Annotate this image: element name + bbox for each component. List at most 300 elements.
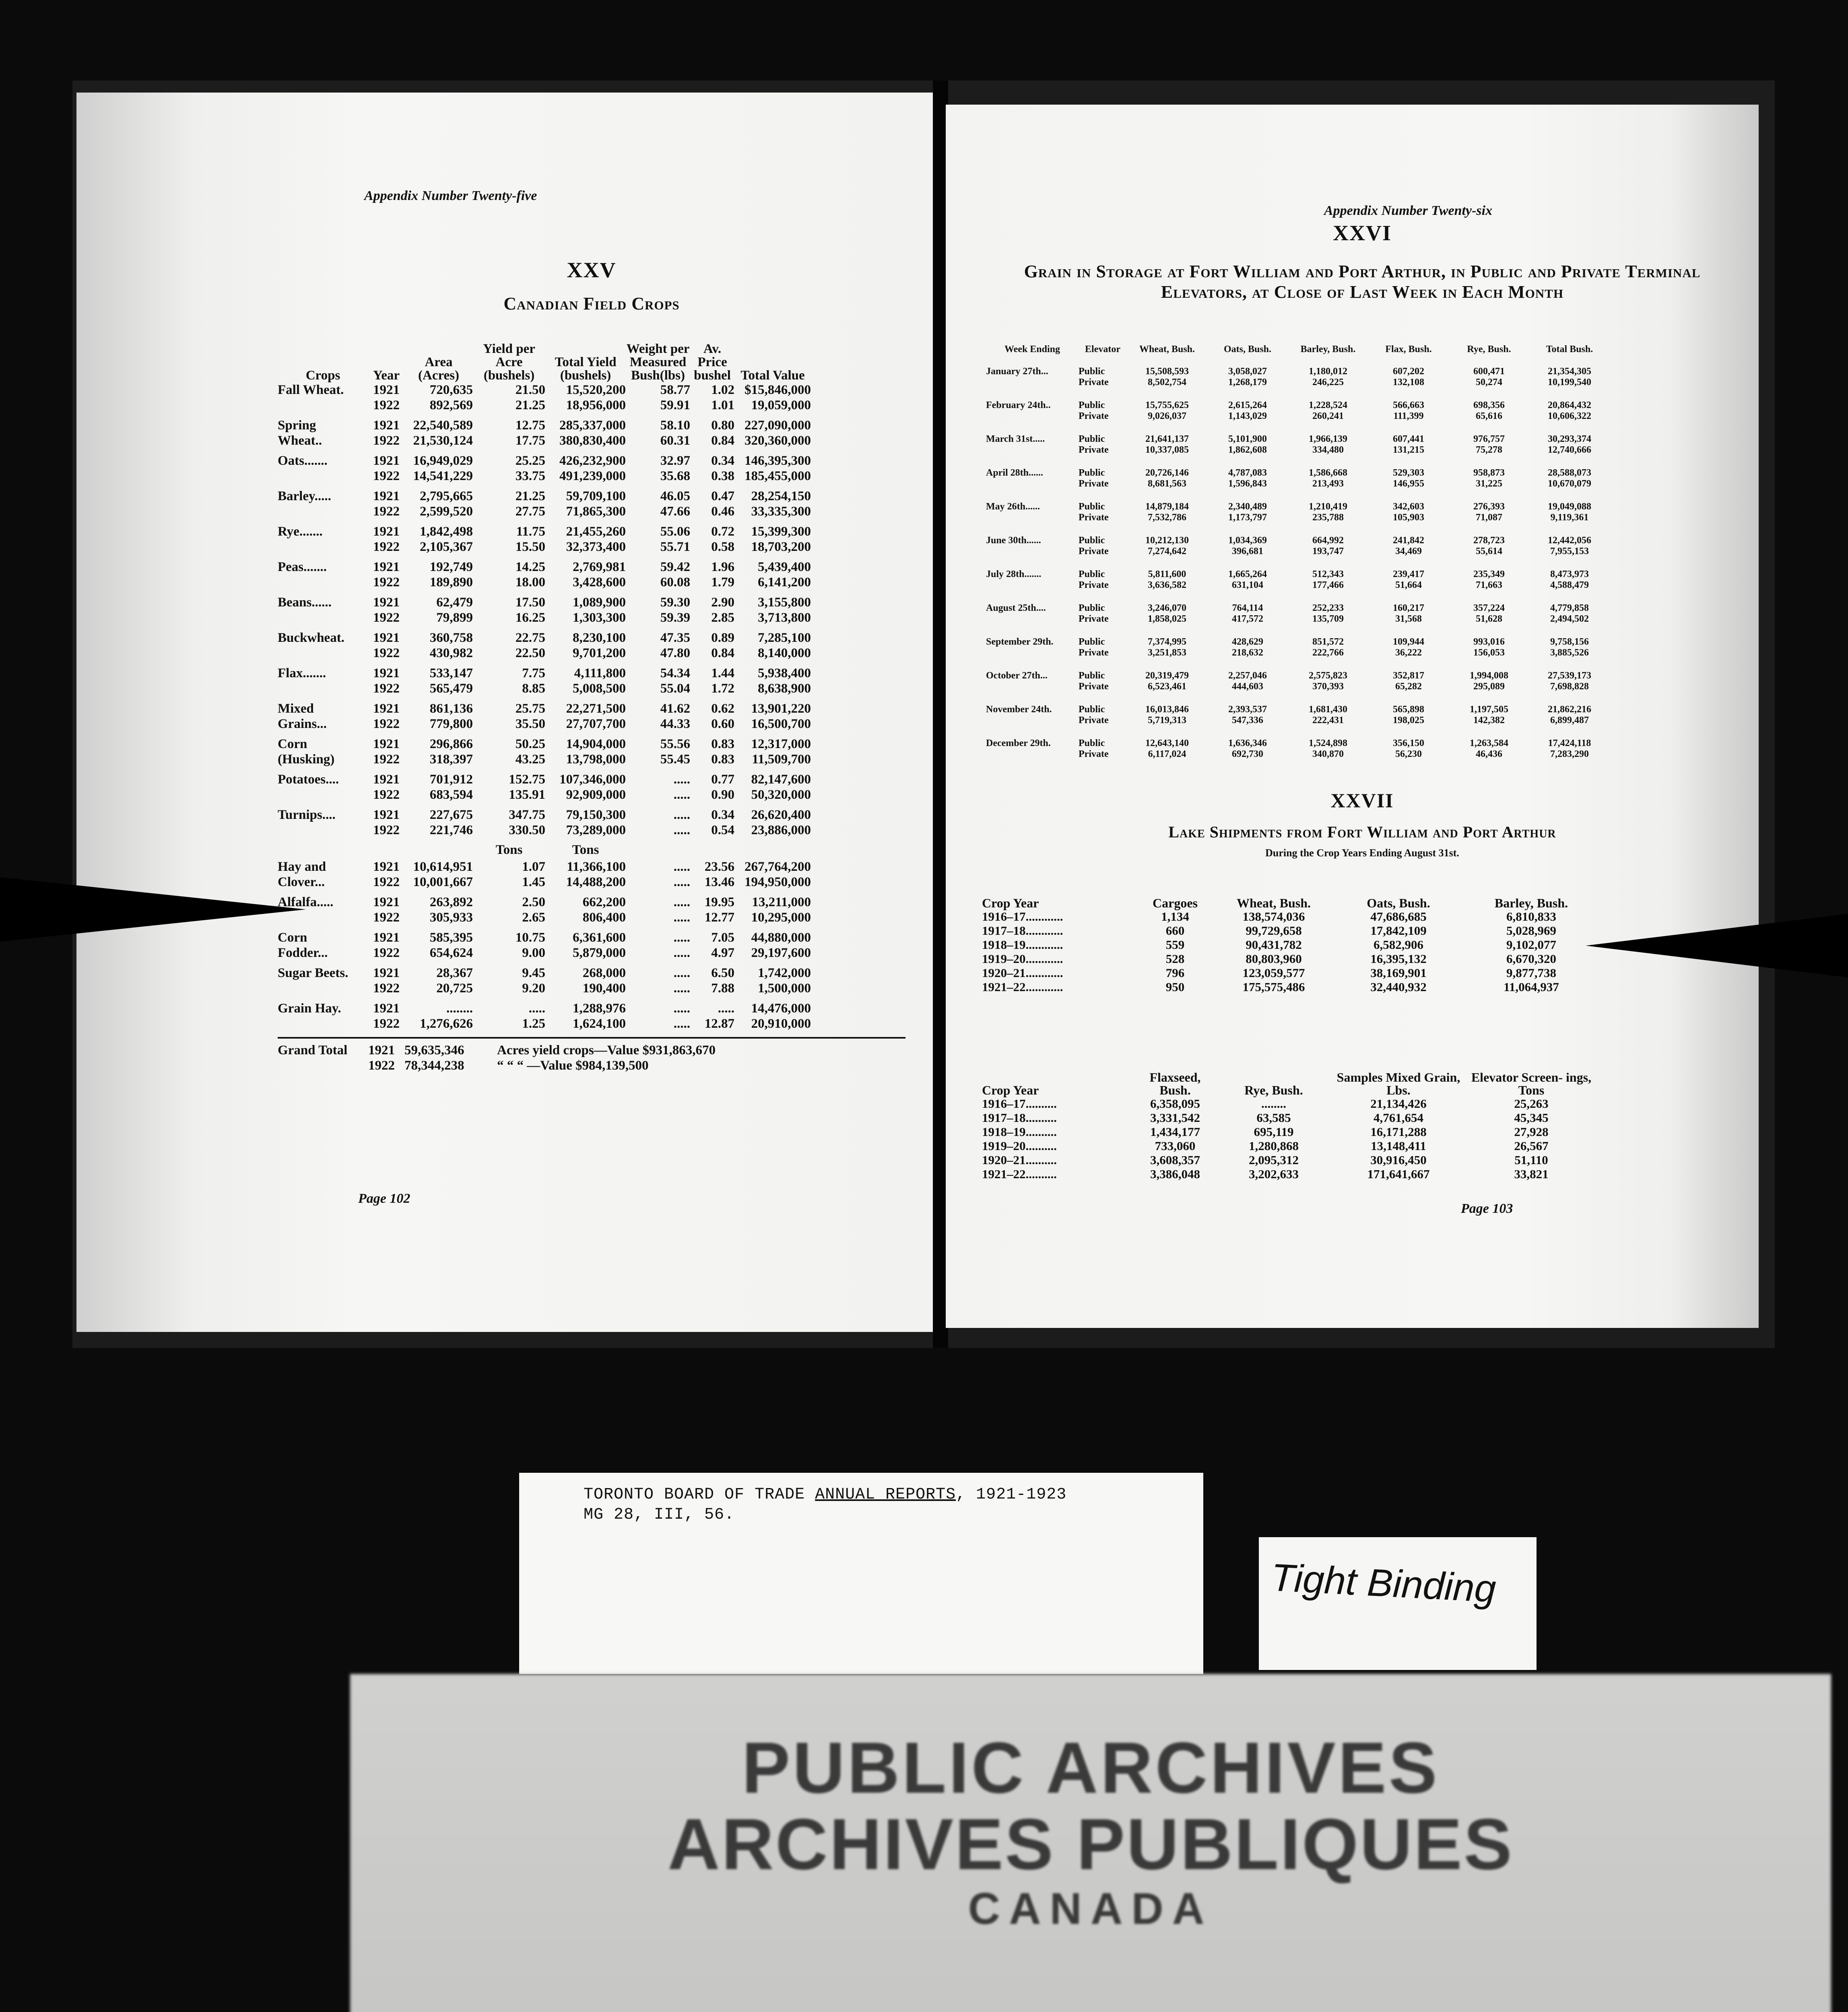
year-value: 1917–18............ bbox=[982, 924, 1063, 938]
weight: 55.06 bbox=[660, 524, 690, 539]
yield-per-acre: 21.50 bbox=[515, 383, 545, 397]
barley-value: 222,431 bbox=[1312, 715, 1344, 726]
right-section2-number: XXVII bbox=[1330, 789, 1394, 812]
rye-value: 958,873 bbox=[1473, 468, 1505, 478]
price: 1.01 bbox=[711, 398, 734, 412]
table-row bbox=[278, 910, 905, 925]
total-value: 19,049,088 bbox=[1548, 501, 1591, 512]
price: 0.77 bbox=[711, 772, 734, 787]
elevator: Public bbox=[1079, 603, 1105, 613]
total-yield: 426,232,900 bbox=[559, 454, 626, 468]
flax-value: 607,441 bbox=[1393, 434, 1424, 444]
col-barley: Barley, Bush. bbox=[1494, 896, 1568, 910]
year-value: 1917–18.......... bbox=[982, 1111, 1057, 1125]
table-row bbox=[278, 575, 905, 590]
crop-year: 1922 bbox=[373, 875, 400, 889]
total-value: 50,320,000 bbox=[751, 787, 811, 802]
price: 1.02 bbox=[711, 383, 734, 397]
area: 360,758 bbox=[429, 631, 473, 645]
week-ending-empty bbox=[986, 512, 1079, 523]
crop-name: Buckwheat. bbox=[278, 631, 344, 645]
flaxseed-value: 733,060 bbox=[1155, 1139, 1196, 1153]
area: 565,479 bbox=[429, 681, 473, 696]
total-value: 33,335,300 bbox=[751, 504, 811, 519]
total-value: 26,620,400 bbox=[751, 808, 811, 822]
col-area: Area (Acres) bbox=[418, 355, 459, 383]
grand-total-label: Grand Total bbox=[278, 1043, 348, 1058]
crop-year: 1922 bbox=[373, 823, 400, 837]
area: 720,635 bbox=[429, 383, 473, 397]
total-value: 185,455,000 bbox=[745, 469, 811, 483]
left-section-title: Canadian Field Crops bbox=[503, 294, 680, 313]
flaxseed-value: 3,331,542 bbox=[1150, 1111, 1200, 1125]
total-yield: 5,008,500 bbox=[573, 681, 626, 696]
weight: ..... bbox=[673, 860, 690, 874]
col-total-value: Total Value bbox=[740, 368, 805, 383]
total-value: 7,283,290 bbox=[1550, 749, 1589, 759]
price: 1.79 bbox=[711, 575, 734, 590]
wheat-value: 7,374,995 bbox=[1148, 637, 1186, 647]
oats-value: 1,143,029 bbox=[1228, 411, 1267, 421]
wheat-value: 175,575,486 bbox=[1242, 980, 1305, 994]
grand-total-year: 1921 bbox=[368, 1043, 395, 1058]
weight: 60.08 bbox=[660, 575, 690, 590]
total-value: 44,880,000 bbox=[751, 930, 811, 945]
rye-value: 65,616 bbox=[1476, 411, 1502, 421]
total-value: 20,864,432 bbox=[1548, 400, 1591, 410]
yield-per-acre: 22.75 bbox=[515, 631, 545, 645]
oats-value: 47,686,685 bbox=[1370, 909, 1427, 924]
flax-value: 51,664 bbox=[1395, 580, 1422, 590]
price: 0.47 bbox=[711, 489, 734, 503]
barley-value: 260,241 bbox=[1312, 411, 1344, 421]
area: 318,397 bbox=[429, 752, 473, 767]
crop-name: Turnips.... bbox=[278, 808, 336, 822]
cargoes-value: 1,134 bbox=[1161, 909, 1189, 924]
total-value: 7,698,828 bbox=[1550, 681, 1589, 692]
wheat-value: 6,117,024 bbox=[1148, 749, 1186, 759]
price: 0.84 bbox=[711, 646, 734, 660]
total-value: 21,862,216 bbox=[1548, 704, 1591, 715]
barley-value: 213,493 bbox=[1312, 478, 1344, 489]
area: 62,479 bbox=[436, 595, 473, 610]
crop-name: Oats....... bbox=[278, 454, 328, 468]
crop-name: Hay and bbox=[278, 860, 326, 874]
total-value: 8,638,900 bbox=[758, 681, 811, 696]
rye-value: 276,393 bbox=[1473, 501, 1505, 512]
table-row bbox=[278, 468, 905, 484]
total-yield: 1,624,100 bbox=[573, 1016, 626, 1031]
oats-value: 631,104 bbox=[1232, 580, 1263, 590]
rye-value: 698,356 bbox=[1473, 400, 1505, 410]
crop-year: 1921 bbox=[373, 418, 400, 433]
crop-year: 1922 bbox=[373, 981, 400, 996]
crop-year: 1921 bbox=[373, 595, 400, 610]
table-row bbox=[982, 1097, 1735, 1111]
barley-value: 334,480 bbox=[1312, 445, 1344, 455]
samples-value: 171,641,667 bbox=[1367, 1167, 1430, 1181]
total-yield: 3,428,600 bbox=[573, 575, 626, 590]
oats-value: 1,268,179 bbox=[1228, 377, 1267, 388]
storage-month-group bbox=[986, 366, 1739, 388]
table-row bbox=[986, 411, 1739, 422]
area: 28,367 bbox=[436, 966, 473, 980]
yield-per-acre: 152.75 bbox=[509, 772, 545, 787]
crop-year: 1922 bbox=[373, 398, 400, 412]
flax-value: 109,944 bbox=[1393, 637, 1424, 647]
barley-value: 1,228,524 bbox=[1309, 400, 1347, 410]
crop-name: Grains... bbox=[278, 717, 327, 731]
elevator: Private bbox=[1079, 546, 1109, 557]
crop-name: Rye....... bbox=[278, 524, 323, 539]
col-weight: Weight per Measured Bush(lbs) bbox=[626, 342, 690, 383]
col-elevator: Elevator bbox=[1085, 344, 1120, 355]
table-row bbox=[986, 434, 1739, 445]
binding-note-text: Tight Binding bbox=[1270, 1556, 1497, 1611]
area: ........ bbox=[446, 1001, 473, 1016]
rye-value: 976,757 bbox=[1473, 434, 1505, 444]
crop-name bbox=[278, 504, 368, 519]
week-ending: April 28th...... bbox=[986, 468, 1044, 478]
grain-storage-table bbox=[986, 330, 1739, 760]
barley-value: 5,028,969 bbox=[1506, 924, 1556, 938]
crop-name: Barley..... bbox=[278, 489, 331, 503]
table-row bbox=[982, 1153, 1735, 1167]
wheat-value: 8,681,563 bbox=[1148, 478, 1186, 489]
table-row bbox=[986, 715, 1739, 726]
storage-month-group bbox=[986, 738, 1739, 760]
area: 585,395 bbox=[429, 930, 473, 945]
screenings-value: 26,567 bbox=[1514, 1139, 1549, 1153]
total-value: 21,354,305 bbox=[1548, 366, 1591, 377]
total-yield: 18,956,000 bbox=[566, 398, 626, 412]
total-value: 13,211,000 bbox=[752, 895, 811, 909]
weight: 55.45 bbox=[660, 752, 690, 767]
area: 779,800 bbox=[429, 717, 473, 731]
barley-value: 1,681,430 bbox=[1309, 704, 1347, 715]
total-value: 82,147,600 bbox=[751, 772, 811, 787]
col-crops: Crops bbox=[305, 368, 340, 383]
total-value: 3,885,526 bbox=[1550, 647, 1589, 658]
wheat-value: 20,726,146 bbox=[1145, 468, 1189, 478]
table-row bbox=[986, 478, 1739, 489]
flax-value: 65,282 bbox=[1395, 681, 1422, 692]
week-ending-empty bbox=[986, 478, 1079, 489]
total-value: 2,494,502 bbox=[1550, 614, 1589, 624]
wheat-value: 6,523,461 bbox=[1148, 681, 1186, 692]
elevator: Public bbox=[1079, 670, 1105, 681]
total-value: 146,395,300 bbox=[745, 454, 811, 468]
col-rye: Rye, Bush. bbox=[1467, 344, 1511, 355]
barley-value: 235,788 bbox=[1312, 512, 1344, 523]
storage-month-group bbox=[986, 670, 1739, 692]
elevator: Public bbox=[1079, 434, 1105, 444]
area: 263,892 bbox=[429, 895, 473, 909]
table-row bbox=[986, 546, 1739, 557]
rye-value: 695,119 bbox=[1254, 1125, 1294, 1139]
elevator: Public bbox=[1079, 569, 1105, 579]
table-row bbox=[278, 666, 905, 681]
barley-value: 246,225 bbox=[1312, 377, 1344, 388]
table-row bbox=[986, 670, 1739, 681]
elevator: Public bbox=[1079, 535, 1105, 546]
right-page-number: Page 103 bbox=[1461, 1201, 1513, 1216]
weight: 55.71 bbox=[660, 540, 690, 554]
barley-value: 664,992 bbox=[1312, 535, 1344, 546]
table-row bbox=[986, 377, 1739, 388]
col-screenings: Elevator Screen- ings, Tons bbox=[1471, 1070, 1592, 1097]
grand-total-rule bbox=[278, 1037, 905, 1039]
total-yield: 107,346,000 bbox=[559, 772, 626, 787]
total-yield: 14,488,200 bbox=[566, 875, 626, 889]
weight: 35.68 bbox=[660, 469, 690, 483]
total-value: 11,509,700 bbox=[752, 752, 811, 767]
cargoes-value: 660 bbox=[1165, 924, 1185, 938]
total-value: 17,424,118 bbox=[1548, 738, 1591, 748]
price: 12.87 bbox=[704, 1016, 734, 1031]
total-value: 10,606,322 bbox=[1548, 411, 1591, 421]
crop-year: 1922 bbox=[373, 610, 400, 625]
total-value: 1,500,000 bbox=[758, 981, 811, 996]
barley-value: 6,670,320 bbox=[1506, 952, 1556, 966]
crop-year: 1922 bbox=[373, 433, 400, 448]
crop-name bbox=[278, 1016, 368, 1031]
crop-name: Corn bbox=[278, 930, 307, 945]
total-value: 4,779,858 bbox=[1550, 603, 1589, 613]
weight: ..... bbox=[673, 946, 690, 960]
flax-value: 565,898 bbox=[1393, 704, 1424, 715]
total-value: 194,950,000 bbox=[745, 875, 811, 889]
crop-year: 1922 bbox=[373, 787, 400, 802]
flax-value: 352,817 bbox=[1393, 670, 1424, 681]
price: 0.62 bbox=[711, 701, 734, 716]
crop-year: 1922 bbox=[373, 681, 400, 696]
flaxseed-value: 3,386,048 bbox=[1150, 1167, 1200, 1181]
cargoes-value: 796 bbox=[1165, 966, 1185, 980]
field-crops-tons-rows bbox=[278, 859, 905, 1031]
screenings-value: 33,821 bbox=[1514, 1167, 1549, 1181]
week-ending: August 25th.... bbox=[986, 603, 1046, 613]
crop-name bbox=[278, 645, 368, 661]
flax-value: 241,842 bbox=[1393, 535, 1424, 546]
yield-per-acre: 347.75 bbox=[509, 808, 545, 822]
wheat-value: 8,502,754 bbox=[1148, 377, 1186, 388]
lake-shipments-table-2 bbox=[982, 1030, 1735, 1181]
weight: ..... bbox=[673, 981, 690, 996]
area: 16,949,029 bbox=[413, 454, 473, 468]
total-yield: 491,239,000 bbox=[559, 469, 626, 483]
total-value: 320,360,000 bbox=[745, 433, 811, 448]
cargoes-value: 528 bbox=[1165, 952, 1185, 966]
table-row bbox=[278, 772, 905, 787]
price: 1.96 bbox=[711, 560, 734, 574]
rye-value: 156,053 bbox=[1473, 647, 1505, 658]
price: 0.84 bbox=[711, 433, 734, 448]
elevator: Private bbox=[1079, 580, 1109, 590]
table-row bbox=[986, 400, 1739, 411]
oats-value: 16,395,132 bbox=[1370, 952, 1427, 966]
flax-value: 566,663 bbox=[1393, 400, 1424, 410]
elevator: Private bbox=[1079, 715, 1109, 726]
card-line2: MG 28, III, 56. bbox=[584, 1506, 735, 1524]
crop-name: Corn bbox=[278, 737, 307, 751]
wheat-value: 20,319,479 bbox=[1145, 670, 1189, 681]
table-row bbox=[278, 610, 905, 625]
flax-value: 34,469 bbox=[1395, 546, 1422, 557]
price: 7.88 bbox=[711, 981, 734, 996]
crop-year: 1922 bbox=[373, 540, 400, 554]
table-row bbox=[278, 595, 905, 610]
catalogue-card-text bbox=[584, 1485, 1066, 1525]
crop-year: 1921 bbox=[373, 454, 400, 468]
crop-year: 1921 bbox=[373, 383, 400, 397]
year-value: 1916–17.......... bbox=[982, 1097, 1057, 1111]
wheat-value: 16,013,846 bbox=[1145, 704, 1189, 715]
price: 0.38 bbox=[711, 469, 734, 483]
oats-value: 5,101,900 bbox=[1228, 434, 1267, 444]
price: 2.85 bbox=[711, 610, 734, 625]
area: 683,594 bbox=[429, 787, 473, 802]
total-value: 5,938,400 bbox=[758, 666, 811, 680]
wheat-value: 15,755,625 bbox=[1145, 400, 1189, 410]
flax-value: 105,903 bbox=[1393, 512, 1424, 523]
stamp-line-3: CANADA bbox=[968, 1884, 1213, 1934]
barley-value: 252,233 bbox=[1312, 603, 1344, 613]
yield-per-acre: 21.25 bbox=[515, 489, 545, 503]
rye-value: 278,723 bbox=[1473, 535, 1505, 546]
yield-per-acre: 16.25 bbox=[515, 610, 545, 625]
year-value: 1920–21............ bbox=[982, 966, 1063, 980]
yield-per-acre: 14.25 bbox=[515, 560, 545, 574]
area: 1,842,498 bbox=[420, 524, 473, 539]
total-value: 13,901,220 bbox=[751, 701, 811, 716]
table-row bbox=[278, 752, 905, 767]
total-yield: 22,271,500 bbox=[566, 701, 626, 716]
price: 2.90 bbox=[711, 595, 734, 610]
grand-total-area: 78,344,238 bbox=[404, 1058, 464, 1073]
table-row bbox=[278, 716, 905, 732]
weight: 47.66 bbox=[660, 504, 690, 519]
table-row bbox=[278, 895, 905, 910]
week-ending: January 27th... bbox=[986, 366, 1048, 377]
rye-value: 2,095,312 bbox=[1249, 1153, 1299, 1167]
storage-month-group bbox=[986, 637, 1739, 658]
stamp-line-2: ARCHIVES PUBLIQUES bbox=[667, 1804, 1514, 1885]
oats-value: 1,665,264 bbox=[1228, 569, 1267, 579]
flax-value: 36,222 bbox=[1395, 647, 1422, 658]
yield-per-acre: 17.75 bbox=[515, 433, 545, 448]
week-ending-empty bbox=[986, 715, 1079, 726]
total-value: 15,399,300 bbox=[751, 524, 811, 539]
total-yield: 14,904,000 bbox=[566, 737, 626, 751]
total-value: 1,742,000 bbox=[758, 966, 811, 980]
barley-value: 6,810,833 bbox=[1506, 909, 1556, 924]
crop-year: 1922 bbox=[373, 910, 400, 925]
crop-name: Spring bbox=[278, 418, 316, 433]
table-row bbox=[278, 1001, 905, 1016]
crop-name: Clover... bbox=[278, 875, 325, 889]
oats-value: 17,842,109 bbox=[1370, 924, 1427, 938]
table-row bbox=[278, 524, 905, 539]
left-running-head: Appendix Number Twenty-five bbox=[364, 188, 537, 203]
elevator: Public bbox=[1079, 738, 1105, 748]
field-crops-table bbox=[278, 330, 905, 1073]
price: ..... bbox=[718, 1001, 734, 1016]
total-value: 3,155,800 bbox=[758, 595, 811, 610]
total-yield: 32,373,400 bbox=[566, 540, 626, 554]
yield-per-acre: 2.65 bbox=[522, 910, 545, 925]
weight: 59.30 bbox=[660, 595, 690, 610]
total-value: 6,141,200 bbox=[758, 575, 811, 590]
rye-value: ........ bbox=[1261, 1097, 1286, 1111]
left-page-number: Page 102 bbox=[358, 1191, 410, 1206]
screenings-value: 51,110 bbox=[1514, 1153, 1548, 1167]
barley-value: 370,393 bbox=[1312, 681, 1344, 692]
table-row bbox=[278, 398, 905, 413]
crop-name bbox=[278, 681, 368, 696]
right-section2-subtitle: During the Crop Years Ending August 31st. bbox=[1265, 847, 1459, 859]
total-yield: 27,707,700 bbox=[566, 717, 626, 731]
col-oats: Oats, Bush. bbox=[1223, 344, 1272, 355]
oats-value: 444,603 bbox=[1232, 681, 1263, 692]
elevator: Private bbox=[1079, 512, 1109, 523]
week-ending-empty bbox=[986, 411, 1079, 422]
barley-value: 193,747 bbox=[1312, 546, 1344, 557]
total-value: 10,670,079 bbox=[1548, 478, 1591, 489]
rye-value: 63,585 bbox=[1256, 1111, 1291, 1125]
oats-value: 218,632 bbox=[1232, 647, 1263, 658]
col-total-yield: Total Yield (bushels) bbox=[555, 355, 617, 383]
wheat-value: 3,246,070 bbox=[1148, 603, 1186, 613]
crop-name: Grain Hay. bbox=[278, 1001, 341, 1016]
lake-shipments-rows-2 bbox=[982, 1097, 1735, 1181]
wheat-value: 99,729,658 bbox=[1246, 924, 1302, 938]
table-row bbox=[278, 630, 905, 645]
rye-value: 31,225 bbox=[1476, 478, 1502, 489]
area: 305,933 bbox=[429, 910, 473, 925]
area: 79,899 bbox=[436, 610, 473, 625]
crop-year: 1922 bbox=[373, 504, 400, 519]
crop-year: 1921 bbox=[373, 701, 400, 716]
crop-year: 1921 bbox=[373, 772, 400, 787]
elevator: Public bbox=[1079, 637, 1105, 647]
storage-month-group bbox=[986, 535, 1739, 557]
col-wheat: Wheat, Bush. bbox=[1139, 344, 1195, 355]
area: 10,614,951 bbox=[413, 860, 473, 874]
table-row bbox=[986, 580, 1739, 591]
table-row bbox=[278, 559, 905, 575]
crop-name bbox=[278, 981, 368, 996]
wheat-value: 7,532,786 bbox=[1148, 512, 1186, 523]
lake-shipments-header-1 bbox=[982, 877, 1735, 909]
rye-value: 993,016 bbox=[1473, 637, 1505, 647]
total-value: 7,285,100 bbox=[758, 631, 811, 645]
col-yield-per-acre: Yield per Acre (bushels) bbox=[483, 342, 535, 383]
flax-value: 529,303 bbox=[1393, 468, 1424, 478]
wheat-value: 90,431,782 bbox=[1246, 938, 1302, 952]
stamp-line-1: PUBLIC ARCHIVES bbox=[742, 1728, 1440, 1808]
crop-name: Flax....... bbox=[278, 666, 326, 680]
col-samples: Samples Mixed Grain, Lbs. bbox=[1336, 1070, 1460, 1097]
col-week-ending: Week Ending bbox=[1004, 344, 1060, 355]
table-row bbox=[982, 1167, 1735, 1181]
rye-value: 50,274 bbox=[1476, 377, 1502, 388]
total-yield: 380,830,400 bbox=[559, 433, 626, 448]
area: 533,147 bbox=[429, 666, 473, 680]
yield-per-acre: 50.25 bbox=[515, 737, 545, 751]
area: 701,912 bbox=[429, 772, 473, 787]
storage-month-group bbox=[986, 434, 1739, 456]
